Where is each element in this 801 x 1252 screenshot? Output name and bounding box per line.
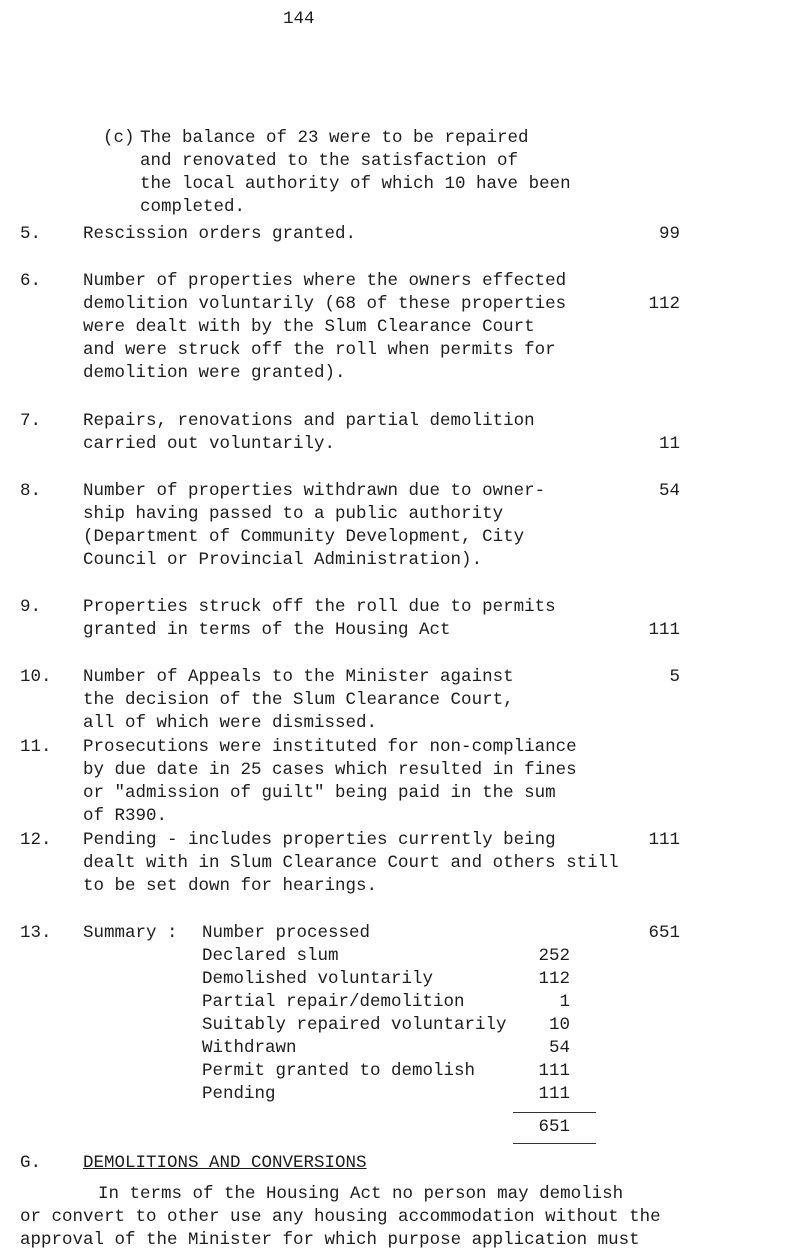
summary-label: Summary : bbox=[83, 923, 178, 943]
summary-row-value: 111 bbox=[538, 1084, 570, 1104]
item-value: 11 bbox=[658, 434, 680, 454]
summary-row-label: Withdrawn bbox=[202, 1038, 297, 1058]
item-value: 111 bbox=[648, 620, 680, 640]
section-title: DEMOLITIONS AND CONVERSIONS bbox=[83, 1153, 367, 1173]
item-text bbox=[83, 736, 577, 828]
summary-row-label: Suitably repaired voluntarily bbox=[202, 1015, 507, 1035]
summary-total: 651 bbox=[538, 1117, 570, 1137]
item-line: Properties struck off the roll due to permits bbox=[83, 597, 556, 617]
item-line: or "admission of guilt" being paid in the sum bbox=[83, 783, 556, 803]
item-text bbox=[83, 596, 556, 642]
section-letter: G. bbox=[20, 1153, 42, 1173]
item-c-label: (c) bbox=[103, 128, 135, 148]
item-line: Prosecutions were instituted for non-compliance bbox=[83, 737, 577, 757]
item-value: 112 bbox=[648, 294, 680, 314]
item-value: 5 bbox=[669, 667, 680, 687]
item-c-line: and renovated to the satisfaction of bbox=[140, 151, 519, 171]
item-line: to be set down for hearings. bbox=[83, 876, 378, 896]
item-text bbox=[83, 223, 356, 246]
item-line: by due date in 25 cases which resulted in fines bbox=[83, 760, 577, 780]
item-value: 99 bbox=[658, 224, 680, 244]
item-line: Pending - includes properties currently being bbox=[83, 830, 556, 850]
item-text bbox=[83, 410, 535, 456]
item-line: all of which were dismissed. bbox=[83, 713, 378, 733]
item-number: 12. bbox=[20, 830, 52, 850]
total-rule-bottom bbox=[513, 1143, 596, 1144]
summary-row-value: 252 bbox=[538, 946, 570, 966]
item-text bbox=[83, 480, 545, 572]
item-line: carried out voluntarily. bbox=[83, 434, 336, 454]
summary-heading-value: 651 bbox=[648, 923, 680, 943]
item-line: granted in terms of the Housing Act bbox=[83, 620, 451, 640]
summary-row-label: Partial repair/demolition bbox=[202, 992, 465, 1012]
section-body bbox=[20, 1183, 661, 1252]
summary-row-value: 10 bbox=[548, 1015, 570, 1035]
item-line: Rescission orders granted. bbox=[83, 224, 357, 244]
summary-row-value: 111 bbox=[538, 1061, 570, 1081]
item-line: of R390. bbox=[83, 806, 168, 826]
item-line: Number of Appeals to the Minister against bbox=[83, 667, 514, 687]
summary-row-label: Pending bbox=[202, 1084, 276, 1104]
item-line: demolition were granted). bbox=[83, 363, 346, 383]
summary-row-value: 112 bbox=[538, 969, 570, 989]
item-line: the decision of the Slum Clearance Court, bbox=[83, 690, 514, 710]
item-number: 8. bbox=[20, 481, 42, 501]
item-line: demolition voluntarily (68 of these properties bbox=[83, 294, 567, 314]
summary-row-value: 1 bbox=[559, 992, 570, 1012]
item-number: 9. bbox=[20, 597, 42, 617]
item-line: Number of properties where the owners effected bbox=[83, 271, 567, 291]
item-line: dealt with in Slum Clearance Court and others still bbox=[83, 853, 619, 873]
item-text bbox=[83, 270, 566, 385]
total-rule-top bbox=[513, 1112, 596, 1113]
summary-row-value: 54 bbox=[548, 1038, 570, 1058]
summary-labels bbox=[202, 945, 507, 1106]
summary-values bbox=[510, 945, 570, 1106]
section-line: In terms of the Housing Act no person may demolish bbox=[98, 1184, 624, 1204]
summary-row-label: Permit granted to demolish bbox=[202, 1061, 476, 1081]
item-c-text bbox=[140, 127, 571, 219]
item-value: 111 bbox=[648, 830, 680, 850]
item-number: 5. bbox=[20, 224, 42, 244]
item-number: 10. bbox=[20, 667, 52, 687]
item-line: (Department of Community Development, City bbox=[83, 527, 525, 547]
section-line: or convert to other use any housing accommodation without the bbox=[20, 1207, 661, 1227]
item-line: ship having passed to a public authority bbox=[83, 504, 504, 524]
item-line: Repairs, renovations and partial demolition bbox=[83, 411, 535, 431]
summary-number: 13. bbox=[20, 923, 52, 943]
item-c-line: The balance of 23 were to be repaired bbox=[140, 128, 529, 148]
item-line: were dealt with by the Slum Clearance Court bbox=[83, 317, 535, 337]
summary-heading: Number processed bbox=[202, 923, 371, 943]
item-number: 7. bbox=[20, 411, 42, 431]
section-line: approval of the Minister for which purpose application must bbox=[20, 1230, 640, 1250]
item-value: 54 bbox=[658, 481, 680, 501]
item-line: Council or Provincial Administration). bbox=[83, 550, 483, 570]
summary-row-label: Demolished voluntarily bbox=[202, 969, 434, 989]
item-line: Number of properties withdrawn due to owner- bbox=[83, 481, 546, 501]
item-text bbox=[83, 829, 619, 898]
summary-row-label: Declared slum bbox=[202, 946, 339, 966]
page-number: 144 bbox=[283, 9, 315, 29]
item-c-line: completed. bbox=[140, 197, 246, 217]
item-number: 6. bbox=[20, 271, 42, 291]
item-line: and were struck off the roll when permits for bbox=[83, 340, 556, 360]
item-text bbox=[83, 666, 514, 735]
item-number: 11. bbox=[20, 737, 52, 757]
item-c-line: the local authority of which 10 have been bbox=[140, 174, 571, 194]
